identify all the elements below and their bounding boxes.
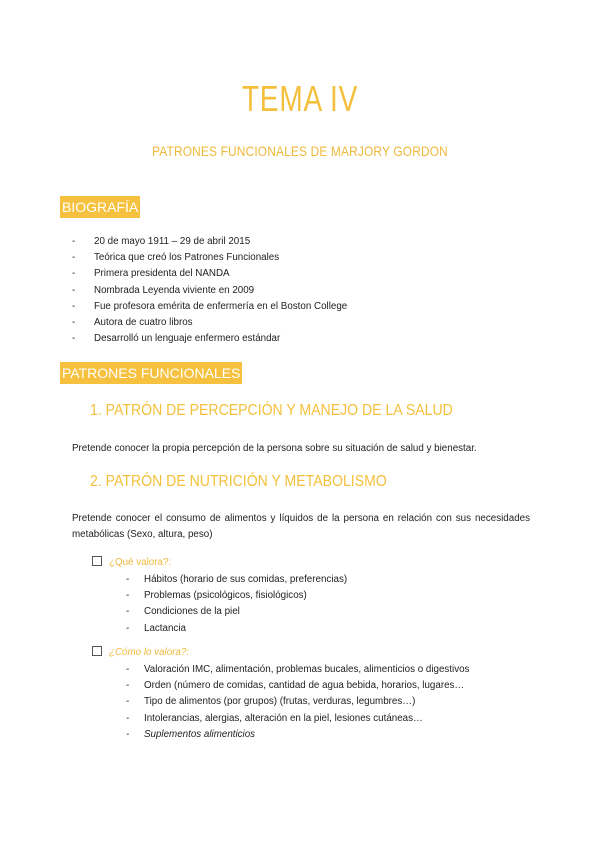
que-valora-list <box>126 572 347 637</box>
list-item: - Desarrolló un lenguaje enfermero estándar <box>72 331 347 347</box>
que-valora-row <box>92 556 171 570</box>
section-heading-biografia: BIOGRAFÍA <box>60 196 140 218</box>
list-item: - 20 de mayo 1911 – 29 de abril 2015 <box>72 234 347 250</box>
list-item: - Intolerancias, alergias, alteración en la piel, lesiones cutáneas… <box>126 711 469 727</box>
list-item: - Orden (número de comidas, cantidad de agua bebida, horarios, lugares… <box>126 678 469 694</box>
biografia-list <box>72 234 347 347</box>
checkbox-icon <box>92 646 102 656</box>
como-valora-row <box>92 646 189 660</box>
list-item: - Autora de cuatro libros <box>72 315 347 331</box>
list-item: - Valoración IMC, alimentación, problemas bucales, alimenticios o digestivos <box>126 662 469 678</box>
list-item: - Condiciones de la piel <box>126 604 347 620</box>
list-item: - Problemas (psicológicos, fisiológicos) <box>126 588 347 604</box>
que-valora-label: ¿Qué valora?: <box>109 557 172 568</box>
list-item: - Primera presidenta del NANDA <box>72 266 347 282</box>
list-item: - Tipo de alimentos (por grupos) (frutas, verduras, legumbres…) <box>126 694 469 710</box>
list-item: - Hábitos (horario de sus comidas, preferencias) <box>126 572 347 588</box>
section-heading-patrones: PATRONES FUNCIONALES <box>60 362 242 384</box>
list-item: - Teórica que creó los Patrones Funcionales <box>72 250 347 266</box>
list-item: - Suplementos alimenticios <box>126 727 469 743</box>
list-item: - Fue profesora emérita de enfermería en el Boston College <box>72 299 347 315</box>
list-item: - Nombrada Leyenda viviente en 2009 <box>72 283 347 299</box>
pattern-2-description: Pretende conocer el consumo de alimentos y líquidos de la persona en relación con sus necesidades metabólicas (Sexo, altura, peso) <box>72 513 530 540</box>
page-title: TEMA IV <box>241 78 359 119</box>
pattern-heading-2: 2. PATRÓN DE NUTRICIÓN Y METABOLISMO <box>90 473 387 490</box>
pattern-heading-1: 1. PATRÓN DE PERCEPCIÓN Y MANEJO DE LA SALUD <box>90 402 453 419</box>
checkbox-icon <box>92 556 102 566</box>
pattern-1-description: Pretende conocer la propia percepción de la persona sobre su situación de salud y bienestar. <box>72 443 477 454</box>
page-subtitle: PATRONES FUNCIONALES DE MARJORY GORDON <box>152 143 448 159</box>
list-item: - Lactancia <box>126 621 347 637</box>
como-valora-label: ¿Cómo lo valora?: <box>109 647 190 658</box>
como-valora-list <box>126 662 469 743</box>
